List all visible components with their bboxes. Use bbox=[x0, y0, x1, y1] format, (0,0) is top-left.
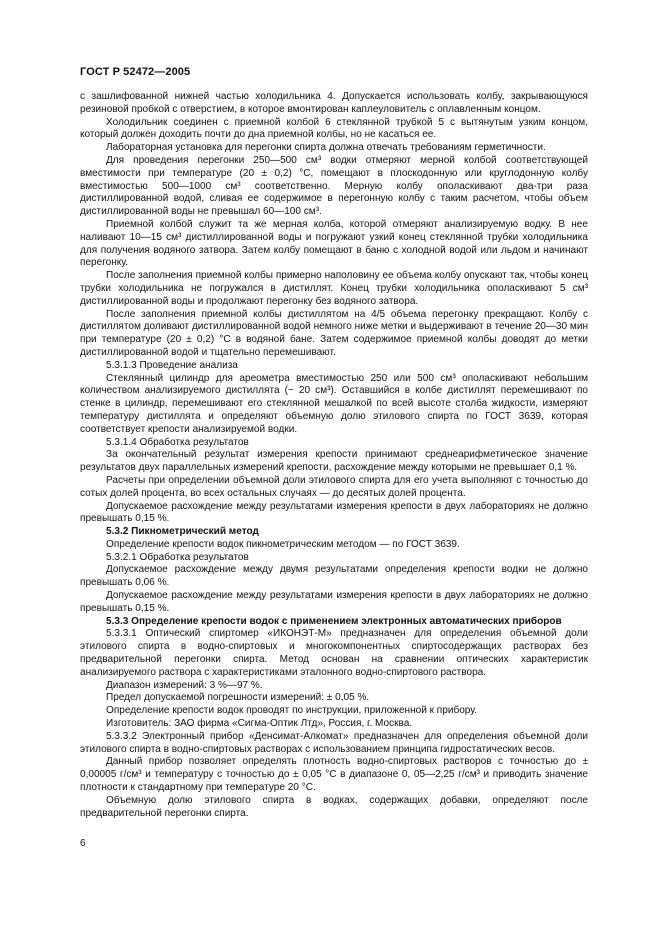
paragraph: Допускаемое расхождение между результатами измерения крепости в двух лабораториях не должно превышать 0,15 %. bbox=[80, 590, 588, 614]
paragraph: 5.3.2.1 Обработка результатов bbox=[106, 551, 249, 563]
paragraph: Предел допускаемой погрешности измерений: ± 0,05 %. bbox=[106, 692, 370, 704]
section-heading: 5.3.3 Определение крепости водок с применением электронных автоматических приборов bbox=[106, 615, 562, 627]
paragraph: Для проведения перегонки 250—500 см³ водки отмеряют мерной колбой соответствующей вместимости при температуре (20 ± 0,2) °С, помещают в плоскодонную или круглодонную колбу вместимостью 500—1000 см³ соответственно. Мерную колбу ополаскивают два-три раза дистиллированной водой, сливая ее содержимое в перегонную колбу с таким расчетом, чтобы объем дистиллированной воды не превышал 60—100 см³. bbox=[80, 154, 588, 218]
paragraph: Объемную долю этилового спирта в водках, содержащих добавки, определяют после предварительной перегонки спирта. bbox=[80, 794, 588, 819]
paragraph: Допускаемое расхождение между результатами измерения крепости в двух лабораториях не должно превышать 0,15 %. bbox=[80, 500, 588, 525]
paragraph: Определение крепости водок пикнометрическим методом — по ГОСТ 3639. bbox=[106, 538, 460, 550]
paragraph: Стеклянный цилиндр для ареометра вместимостью 250 или 500 см³ ополаскивают небольшим количеством анализируемого дистиллята (~ 20 см³). Оставшийся в колбе дистиллят перемешивают по стенке в цилиндр, перемешивают его стеклянной мешалкой по всей высоте столба жидкости, измеряют температуру дистиллята и определяют объемную долю этилового спирта по ГОСТ 3639, которая соответствует крепости анализируемой водки. bbox=[80, 372, 588, 435]
paragraph: Данный прибор позволяет определять плотность водно-спиртовых растворов с точностью до ± 0,00005 г/см³ и температуру с точностью до ± 0,05 °С в диапазоне 0, 05—2,25 г/см³ и приводить значение плотности к стандартному при температуре 20 °С. bbox=[80, 756, 588, 794]
paragraph: 5.3.1.4 Обработка результатов bbox=[106, 436, 249, 448]
page-number: 6 bbox=[80, 838, 86, 849]
paragraph: После заполнения приемной колбы примерно наполовину ее объема колбу опускают так, чтобы конец трубки холодильника не погружался в дистиллят. Конец трубки холодильника ополаскивают 5 см³ дистиллированной воды и продолжают перегонку без водяного затвора. bbox=[80, 270, 588, 307]
document-body bbox=[80, 91, 588, 820]
paragraph: Холодильник соединен с приемной колбой 6 стеклянной трубкой 5 с вытянутым узким концом, который должен доходить почти до дна приемной колбы, но не касаться ее. bbox=[80, 116, 588, 141]
paragraph: Приемной колбой служит та же мерная колба, которой отмеряют анализируемую водку. В нее наливают 10—15 см³ дистиллированной воды и погружают узкий конец стеклянной трубки холодильника для получения водяного затвора. Затем колбу помещают в баню с холодной водой или льдом и начинают перегонку. bbox=[80, 218, 588, 269]
paragraph: с зашлифованной нижней частью холодильника 4. Допускается использовать колбу, закрывающуюся резиновой пробкой с отверстием, в которое вмонтирован каплеуловитель с оплавленным концом. bbox=[80, 91, 588, 115]
paragraph: Изготовитель: ЗАО фирма «Сигма-Оптик Лтд», Россия, г. Москва. bbox=[106, 718, 413, 730]
paragraph: Диапазон измерений: 3 %—97 %. bbox=[106, 679, 263, 691]
paragraph: 5.3.3.2 Электронный прибор «Денсимат-Алкомат» предназначен для определения объемной доли этилового спирта в водно-спиртовых растворах с использованием принципа гидростатических весов. bbox=[80, 730, 588, 755]
paragraph: Лабораторная установка для перегонки спирта должна отвечать требованиям герметичности. bbox=[106, 142, 546, 154]
paragraph: За окончательный результат измерения крепости принимают среднеарифметическое значение результатов двух параллельных измерений крепости, расхождение между которыми не превышает 0,1 %. bbox=[80, 449, 588, 474]
section-heading: 5.3.2 Пикнометрический метод bbox=[106, 526, 259, 538]
paragraph: Определение крепости водок проводят по инструкции, приложенной к прибору. bbox=[106, 705, 478, 717]
paragraph: Допускаемое расхождение между двумя результатами определения крепости водки не должно превышать 0,06 %. bbox=[80, 564, 588, 589]
paragraph: После заполнения приемной колбы дистиллятом на 4/5 объема перегонку прекращают. Колбу с дистиллятом доливают дистиллированной водой немного ниже метки и выдерживают в течение 20—30 мин при температуре (20 ± 0,2) °С в водяной бане. Затем содержимое приемной колбы доводят до метки дистиллированной водой и тщательно перемешивают. bbox=[80, 308, 588, 358]
paragraph: 5.3.1.3 Проведение анализа bbox=[106, 359, 238, 371]
document-header: ГОСТ Р 52472—2005 bbox=[80, 66, 191, 78]
paragraph: Расчеты при определении объемной доли этилового спирта для его учета выполняют с точностью до сотых долей процента, во всех остальных случаях — до десятых долей процента. bbox=[80, 474, 588, 499]
paragraph: 5.3.3.1 Оптический спиртомер «ИКОНЭТ-М» предназначен для определения объемной доли этилового спирта в водно-спиртовых и многокомпонентных спиртосодержащих растворах без предварительной перегонки спирта. Метод основан на сравнении оптических характеристик анализируемого раствора с характеристиками эталонного водно-спиртового раствора. bbox=[80, 628, 588, 678]
